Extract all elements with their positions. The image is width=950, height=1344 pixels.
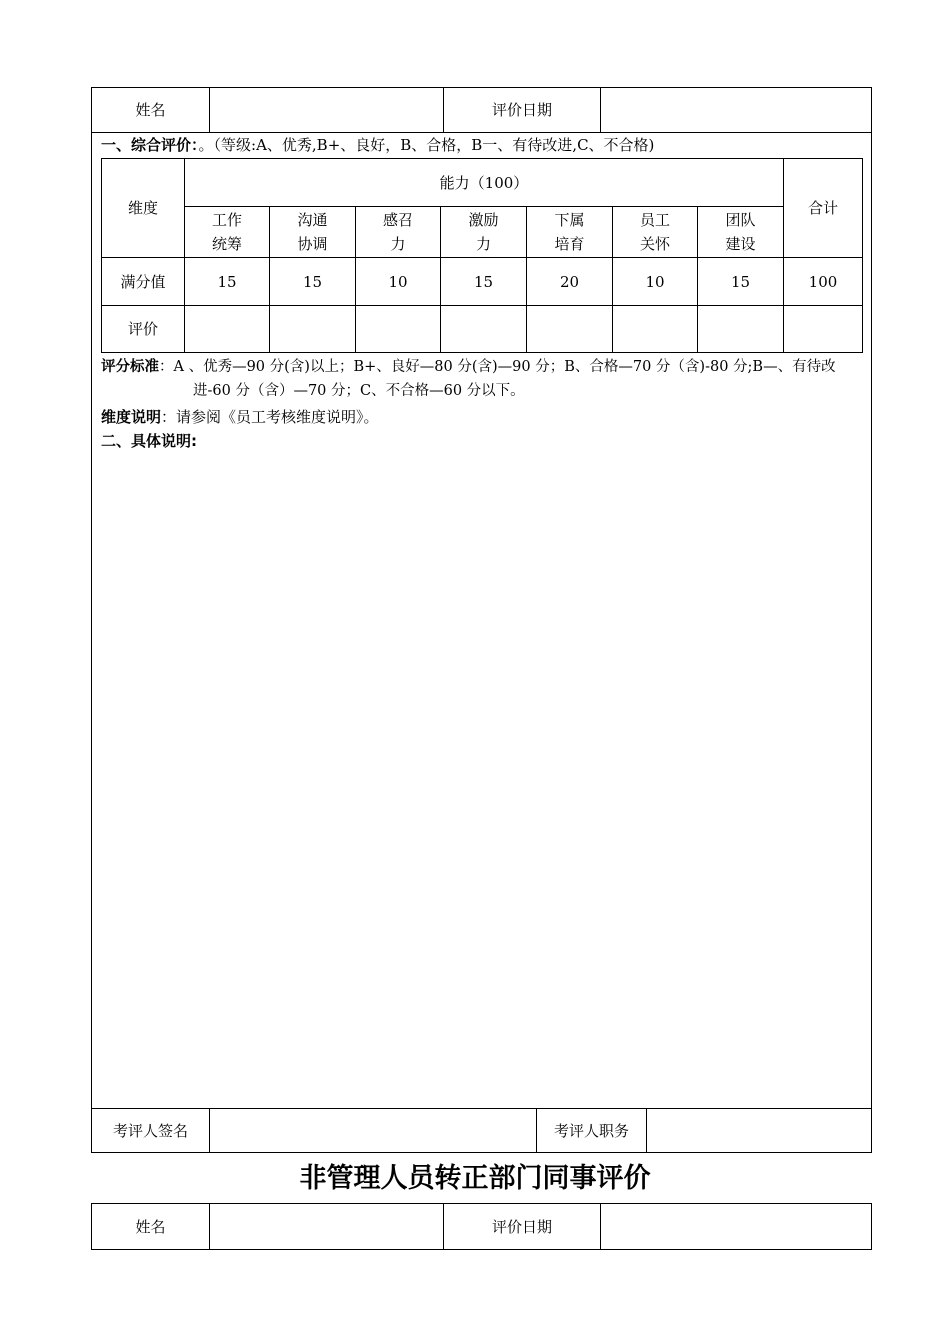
column-header-line: 力 [390, 235, 406, 253]
column-header-communication [270, 207, 355, 257]
column-header-team-building [698, 207, 783, 257]
column-header-work-planning [185, 207, 269, 257]
section1-note: 。（等级:A、优秀,B+、良好，B、合格，B一、有待改进,C、不合格) [198, 136, 655, 154]
evaluation-input-cell[interactable] [527, 306, 612, 352]
column-header-line: 统筹 [211, 235, 242, 253]
criteria-line2: 进-60 分（含）—70 分；C、不合格—60 分以下。 [193, 383, 525, 399]
max-score-cell: 15 [302, 272, 323, 291]
evaluation-input-cell[interactable] [441, 306, 526, 352]
column-header-line: 感召 [382, 211, 413, 229]
section1-heading-line [101, 133, 654, 157]
name-value-cell[interactable] [209, 88, 443, 132]
date-label: 评价日期 [443, 88, 600, 132]
column-header-line: 培育 [554, 235, 585, 253]
date-value-cell[interactable] [600, 88, 871, 132]
max-score-total: 100 [808, 272, 838, 291]
column-header-line: 关怀 [639, 235, 670, 253]
max-score-cell: 15 [473, 272, 494, 291]
column-header-motivation [441, 207, 526, 257]
evaluation-total-cell[interactable] [784, 306, 862, 352]
column-header-line: 建设 [725, 235, 756, 253]
position-value-cell[interactable] [646, 1109, 871, 1152]
dimension-label: 维度 [127, 199, 158, 217]
column-header-line: 下属 [554, 211, 585, 229]
next-name-value-cell[interactable] [209, 1204, 443, 1249]
max-score-cell: 10 [645, 272, 665, 291]
next-name-label: 姓名 [135, 1217, 166, 1236]
evaluation-input-cell[interactable] [613, 306, 697, 352]
max-score-cell: 10 [388, 272, 408, 291]
signer-value-cell[interactable] [209, 1109, 536, 1152]
column-header-line: 团队 [725, 211, 756, 229]
max-score-label: 满分值 [120, 272, 166, 291]
section1-heading: 一、综合评价： [101, 136, 199, 154]
column-header-line: 工作 [211, 211, 242, 229]
column-header-line: 沟通 [297, 211, 328, 229]
column-header-line: 力 [475, 235, 491, 253]
next-date-value-cell[interactable] [600, 1204, 871, 1249]
evaluation-input-cell[interactable] [185, 306, 269, 352]
ability-group-label: 能力（100） [439, 173, 529, 192]
evaluation-input-cell[interactable] [356, 306, 440, 352]
specific-comments-area[interactable] [101, 455, 863, 1105]
max-score-cell: 15 [730, 272, 751, 291]
column-header-influence [356, 207, 440, 257]
column-header-employee-care [613, 207, 697, 257]
criteria-label: 评分标准 [101, 359, 159, 375]
evaluation-input-cell[interactable] [270, 306, 355, 352]
dimension-note [101, 405, 379, 429]
max-score-cell: 15 [217, 272, 237, 291]
column-header-subordinate-development [527, 207, 612, 257]
criteria-line1 [101, 355, 836, 379]
section2-heading: 二、具体说明: [101, 432, 197, 450]
signer-label: 考评人签名 [112, 1121, 188, 1140]
column-header-line: 激励 [468, 211, 499, 229]
total-label: 合计 [807, 199, 838, 217]
next-form-title: 非管理人员转正部门同事评价 [299, 1163, 651, 1194]
evaluation-input-cell[interactable] [698, 306, 783, 352]
dimension-note-label: 维度说明 [101, 408, 162, 426]
next-date-label: 评价日期 [443, 1204, 600, 1249]
evaluation-row-label: 评价 [127, 320, 158, 338]
position-label: 考评人职务 [536, 1109, 646, 1152]
column-header-line: 协调 [297, 235, 328, 253]
dimension-note-text: ：请参阅《员工考核维度说明》。 [161, 408, 379, 426]
column-header-line: 员工 [639, 211, 670, 229]
max-score-cell: 20 [559, 272, 580, 291]
criteria-text: ：A 、优秀—90 分(含)以上；B+、良好—80 分(含)—90 分；B、合格—70 分（含)-80 分;B—、有待改 [159, 359, 836, 375]
name-label: 姓名 [135, 101, 166, 119]
